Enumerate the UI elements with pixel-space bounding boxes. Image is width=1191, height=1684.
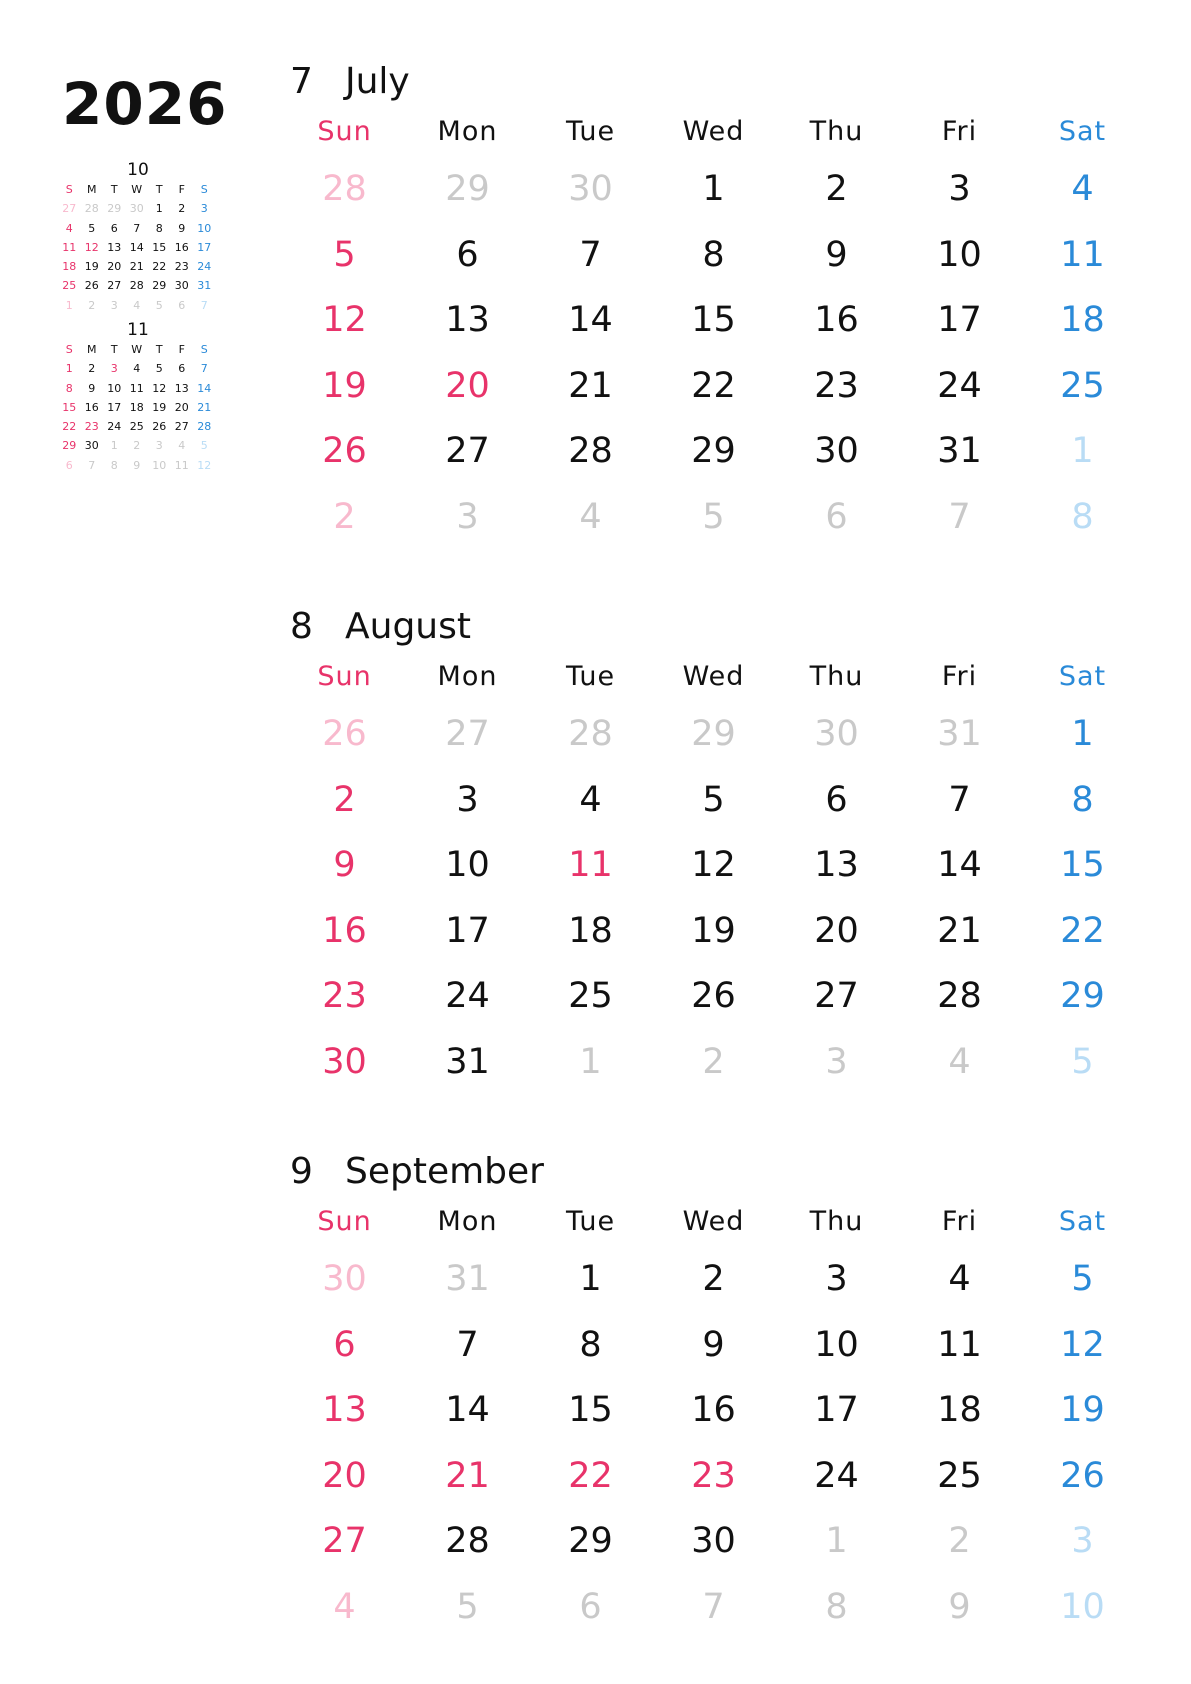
day-cell: 11 xyxy=(1060,234,1105,275)
day-cell: 1 xyxy=(579,1259,602,1299)
month-number: 9 xyxy=(290,1151,313,1192)
day-cell: 2 xyxy=(702,1259,725,1299)
day-cell: 30 xyxy=(568,169,613,209)
day-cell: 2 xyxy=(333,496,356,537)
mini-day-cell: 11 xyxy=(174,458,189,472)
day-cell: 11 xyxy=(937,1324,982,1365)
mini-day-cell: 15 xyxy=(62,400,77,414)
day-cell: 7 xyxy=(579,234,602,275)
weekday-label: Fri xyxy=(941,661,978,692)
mini-day-cell: 7 xyxy=(200,362,208,376)
mini-day-cell: 4 xyxy=(65,221,73,235)
mini-day-cell: 1 xyxy=(155,202,163,216)
mini-day-cell: 2 xyxy=(178,202,186,216)
day-cell: 8 xyxy=(825,1586,848,1627)
weekday-label: Thu xyxy=(809,661,864,692)
day-cell: 10 xyxy=(937,234,982,275)
day-cell: 10 xyxy=(814,1324,859,1365)
day-cell: 19 xyxy=(322,365,367,406)
day-cell: 5 xyxy=(1071,1259,1094,1299)
mini-day-cell: 3 xyxy=(110,298,118,312)
day-cell: 26 xyxy=(691,976,736,1016)
month-name: August xyxy=(345,606,471,647)
mini-day-cell: 22 xyxy=(62,420,77,434)
mini-day-cell: 11 xyxy=(129,381,144,395)
day-cell: 11 xyxy=(568,845,613,885)
mini-day-cell: 24 xyxy=(107,420,122,434)
mini-day-cell: 30 xyxy=(129,202,144,216)
day-cell: 27 xyxy=(445,714,490,754)
mini-day-cell: 15 xyxy=(152,240,167,254)
day-cell: 29 xyxy=(691,714,736,754)
mini-weekday-label: T xyxy=(110,343,118,356)
mini-weekday-label: F xyxy=(178,183,185,196)
mini-day-cell: 23 xyxy=(84,420,99,434)
mini-day-cell: 17 xyxy=(197,240,212,254)
day-cell: 22 xyxy=(568,1455,613,1496)
month-number: 8 xyxy=(290,606,313,647)
day-cell: 31 xyxy=(937,714,982,754)
day-cell: 22 xyxy=(1060,910,1105,951)
mini-day-cell: 27 xyxy=(107,279,122,293)
mini-day-cell: 18 xyxy=(129,400,144,414)
day-cell: 1 xyxy=(825,1521,848,1561)
day-grid xyxy=(283,702,1143,1095)
day-cell: 15 xyxy=(691,300,736,340)
day-cell: 26 xyxy=(322,431,367,471)
day-cell: 5 xyxy=(333,234,356,275)
day-cell: 16 xyxy=(322,910,367,951)
day-cell: 31 xyxy=(445,1041,490,1082)
mini-weekday-label: W xyxy=(131,183,143,196)
month-name: July xyxy=(345,61,410,102)
mini-weekday-label: T xyxy=(110,183,118,196)
mini-day-cell: 21 xyxy=(129,260,144,274)
mini-weekday-label: S xyxy=(65,343,73,356)
mini-month-title: 11 xyxy=(127,320,149,340)
mini-day-cell: 23 xyxy=(174,260,189,274)
day-cell: 5 xyxy=(702,496,725,537)
day-cell: 6 xyxy=(579,1586,602,1627)
day-cell: 2 xyxy=(825,169,848,209)
day-cell: 2 xyxy=(948,1521,971,1561)
day-cell: 14 xyxy=(445,1390,490,1430)
day-cell: 20 xyxy=(814,910,859,951)
day-cell: 30 xyxy=(691,1521,736,1561)
day-cell: 4 xyxy=(579,496,602,537)
day-cell: 8 xyxy=(1071,496,1094,537)
mini-day-grid xyxy=(58,199,218,315)
day-cell: 26 xyxy=(1060,1455,1105,1496)
day-cell: 5 xyxy=(456,1586,479,1627)
weekday-label: Sun xyxy=(317,116,372,147)
day-cell: 18 xyxy=(937,1390,982,1430)
mini-day-cell: 20 xyxy=(174,400,189,414)
mini-day-cell: 12 xyxy=(84,240,99,254)
day-cell: 1 xyxy=(702,169,725,209)
mini-day-cell: 19 xyxy=(84,260,99,274)
mini-day-cell: 8 xyxy=(155,221,163,235)
weekday-label: Wed xyxy=(682,661,745,692)
mini-day-cell: 9 xyxy=(88,381,96,395)
day-cell: 18 xyxy=(568,910,613,951)
day-cell: 27 xyxy=(814,976,859,1016)
day-cell: 7 xyxy=(456,1324,479,1365)
weekday-label: Sun xyxy=(317,661,372,692)
day-cell: 13 xyxy=(445,300,490,340)
weekday-header xyxy=(283,114,1143,150)
day-cell: 23 xyxy=(814,365,859,406)
weekday-label: Fri xyxy=(941,116,978,147)
day-cell: 8 xyxy=(1071,779,1094,820)
weekday-label: Tue xyxy=(565,116,616,147)
day-cell: 5 xyxy=(1071,1041,1094,1082)
mini-day-cell: 5 xyxy=(155,298,163,312)
day-cell: 14 xyxy=(937,845,982,885)
day-cell: 17 xyxy=(445,910,490,951)
day-cell: 9 xyxy=(702,1324,725,1365)
mini-day-cell: 27 xyxy=(62,202,77,216)
day-cell: 2 xyxy=(333,779,356,820)
month-title xyxy=(290,602,471,652)
mini-day-cell: 18 xyxy=(62,260,77,274)
weekday-label: Sat xyxy=(1058,116,1107,147)
mini-day-cell: 27 xyxy=(174,420,189,434)
day-cell: 23 xyxy=(322,976,367,1016)
day-cell: 21 xyxy=(568,365,613,406)
day-cell: 21 xyxy=(937,910,982,951)
mini-weekday-label: F xyxy=(178,343,185,356)
mini-day-cell: 4 xyxy=(178,439,186,453)
day-cell: 3 xyxy=(456,779,479,820)
mini-day-cell: 13 xyxy=(174,381,189,395)
mini-weekday-label: T xyxy=(155,343,163,356)
day-cell: 12 xyxy=(691,845,736,885)
day-cell: 1 xyxy=(579,1041,602,1082)
day-cell: 3 xyxy=(948,169,971,209)
day-cell: 29 xyxy=(691,431,736,471)
year-title: 2026 xyxy=(62,70,228,138)
mini-day-cell: 4 xyxy=(133,298,141,312)
mini-month-title: 10 xyxy=(127,160,149,180)
day-cell: 15 xyxy=(1060,845,1105,885)
day-cell: 21 xyxy=(445,1455,490,1496)
mini-weekday-label: W xyxy=(131,343,143,356)
mini-day-cell: 9 xyxy=(133,458,141,472)
day-cell: 13 xyxy=(814,845,859,885)
mini-day-cell: 3 xyxy=(200,202,208,216)
mini-day-cell: 16 xyxy=(84,400,99,414)
day-cell: 10 xyxy=(1060,1586,1105,1627)
mini-day-cell: 5 xyxy=(88,221,96,235)
mini-day-cell: 6 xyxy=(178,298,186,312)
day-cell: 27 xyxy=(445,431,490,471)
mini-day-cell: 10 xyxy=(197,221,212,235)
mini-day-cell: 7 xyxy=(133,221,141,235)
day-cell: 29 xyxy=(568,1521,613,1561)
mini-day-cell: 4 xyxy=(133,362,141,376)
mini-day-cell: 11 xyxy=(62,240,77,254)
day-cell: 30 xyxy=(322,1041,367,1082)
mini-day-cell: 20 xyxy=(107,260,122,274)
weekday-header xyxy=(283,1204,1143,1240)
mini-day-cell: 29 xyxy=(62,439,77,453)
day-cell: 7 xyxy=(948,496,971,537)
mini-weekday-label: S xyxy=(65,183,73,196)
day-cell: 30 xyxy=(322,1259,367,1299)
day-cell: 29 xyxy=(1060,976,1105,1016)
day-cell: 4 xyxy=(948,1041,971,1082)
weekday-label: Sat xyxy=(1058,1206,1107,1237)
day-cell: 8 xyxy=(702,234,725,275)
weekday-label: Wed xyxy=(682,1206,745,1237)
mini-day-cell: 19 xyxy=(152,400,167,414)
mini-calendar-november xyxy=(58,320,218,475)
weekday-label: Sat xyxy=(1058,661,1107,692)
day-cell: 8 xyxy=(579,1324,602,1365)
weekday-label: Thu xyxy=(809,1206,864,1237)
day-cell: 18 xyxy=(1060,300,1105,340)
day-cell: 16 xyxy=(814,300,859,340)
day-cell: 28 xyxy=(322,169,367,209)
day-cell: 14 xyxy=(568,300,613,340)
day-cell: 30 xyxy=(814,431,859,471)
day-cell: 12 xyxy=(322,300,367,340)
day-cell: 25 xyxy=(937,1455,982,1496)
mini-day-cell: 5 xyxy=(155,362,163,376)
mini-day-cell: 21 xyxy=(197,400,212,414)
mini-weekday-header xyxy=(58,340,218,359)
mini-day-cell: 9 xyxy=(178,221,186,235)
mini-day-cell: 14 xyxy=(197,381,212,395)
mini-day-cell: 13 xyxy=(107,240,122,254)
day-cell: 27 xyxy=(322,1521,367,1561)
day-cell: 9 xyxy=(825,234,848,275)
mini-day-cell: 26 xyxy=(84,279,99,293)
mini-day-cell: 24 xyxy=(197,260,212,274)
day-cell: 28 xyxy=(937,976,982,1016)
mini-day-cell: 1 xyxy=(65,362,73,376)
mini-weekday-label: S xyxy=(200,343,208,356)
mini-day-cell: 26 xyxy=(152,420,167,434)
weekday-header xyxy=(283,659,1143,695)
day-cell: 1 xyxy=(1071,431,1094,471)
mini-day-cell: 10 xyxy=(107,381,122,395)
day-cell: 6 xyxy=(333,1324,356,1365)
mini-day-cell: 12 xyxy=(152,381,167,395)
mini-day-cell: 3 xyxy=(155,439,163,453)
mini-day-cell: 28 xyxy=(197,420,212,434)
weekday-label: Mon xyxy=(437,1206,498,1237)
mini-day-cell: 3 xyxy=(110,362,118,376)
mini-day-cell: 8 xyxy=(65,381,73,395)
mini-day-cell: 6 xyxy=(110,221,118,235)
day-cell: 28 xyxy=(568,431,613,471)
mini-weekday-label: T xyxy=(155,183,163,196)
day-cell: 13 xyxy=(322,1390,367,1430)
mini-day-cell: 2 xyxy=(88,298,96,312)
day-cell: 3 xyxy=(825,1041,848,1082)
day-cell: 4 xyxy=(579,779,602,820)
day-cell: 19 xyxy=(1060,1390,1105,1430)
mini-day-cell: 16 xyxy=(174,240,189,254)
day-cell: 16 xyxy=(691,1390,736,1430)
day-cell: 6 xyxy=(825,779,848,820)
day-cell: 20 xyxy=(322,1455,367,1496)
day-cell: 30 xyxy=(814,714,859,754)
weekday-label: Sun xyxy=(317,1206,372,1237)
day-cell: 17 xyxy=(937,300,982,340)
day-cell: 1 xyxy=(1071,714,1094,754)
mini-day-cell: 14 xyxy=(129,240,144,254)
day-cell: 6 xyxy=(456,234,479,275)
mini-day-cell: 6 xyxy=(178,362,186,376)
mini-day-cell: 30 xyxy=(174,279,189,293)
day-cell: 4 xyxy=(1071,169,1094,209)
day-grid xyxy=(283,1247,1143,1640)
weekday-label: Thu xyxy=(809,116,864,147)
mini-day-cell: 5 xyxy=(200,439,208,453)
mini-day-cell: 7 xyxy=(200,298,208,312)
weekday-label: Fri xyxy=(941,1206,978,1237)
day-cell: 28 xyxy=(568,714,613,754)
mini-day-cell: 17 xyxy=(107,400,122,414)
day-cell: 6 xyxy=(825,496,848,537)
mini-calendar-october xyxy=(58,160,218,315)
day-cell: 9 xyxy=(333,845,356,885)
mini-weekday-label: S xyxy=(200,183,208,196)
day-cell: 5 xyxy=(702,779,725,820)
day-cell: 12 xyxy=(1060,1324,1105,1365)
day-cell: 3 xyxy=(825,1259,848,1299)
mini-day-cell: 2 xyxy=(88,362,96,376)
day-cell: 3 xyxy=(1071,1521,1094,1561)
mini-day-cell: 12 xyxy=(197,458,212,472)
day-cell: 3 xyxy=(456,496,479,537)
mini-day-cell: 1 xyxy=(65,298,73,312)
day-cell: 7 xyxy=(702,1586,725,1627)
mini-day-cell: 22 xyxy=(152,260,167,274)
mini-day-cell: 2 xyxy=(133,439,141,453)
weekday-label: Mon xyxy=(437,116,498,147)
mini-day-cell: 29 xyxy=(152,279,167,293)
mini-day-cell: 28 xyxy=(129,279,144,293)
mini-day-cell: 25 xyxy=(62,279,77,293)
day-cell: 4 xyxy=(948,1259,971,1299)
month-number: 7 xyxy=(290,61,313,102)
day-cell: 28 xyxy=(445,1521,490,1561)
day-cell: 25 xyxy=(1060,365,1105,406)
day-cell: 31 xyxy=(937,431,982,471)
month-title xyxy=(290,1147,544,1197)
mini-day-cell: 8 xyxy=(110,458,118,472)
mini-day-cell: 29 xyxy=(107,202,122,216)
mini-day-cell: 30 xyxy=(84,439,99,453)
month-title xyxy=(290,57,410,107)
day-cell: 31 xyxy=(445,1259,490,1299)
day-cell: 9 xyxy=(948,1586,971,1627)
day-grid xyxy=(283,157,1143,550)
mini-day-grid xyxy=(58,359,218,475)
day-cell: 15 xyxy=(568,1390,613,1430)
day-cell: 29 xyxy=(445,169,490,209)
day-cell: 23 xyxy=(691,1455,736,1496)
mini-day-cell: 28 xyxy=(84,202,99,216)
weekday-label: Wed xyxy=(682,116,745,147)
day-cell: 25 xyxy=(568,976,613,1016)
mini-weekday-header xyxy=(58,180,218,199)
day-cell: 19 xyxy=(691,910,736,951)
day-cell: 24 xyxy=(445,976,490,1016)
day-cell: 17 xyxy=(814,1390,859,1430)
day-cell: 7 xyxy=(948,779,971,820)
day-cell: 22 xyxy=(691,365,736,406)
day-cell: 2 xyxy=(702,1041,725,1082)
day-cell: 24 xyxy=(814,1455,859,1496)
mini-day-cell: 7 xyxy=(88,458,96,472)
day-cell: 4 xyxy=(333,1586,356,1627)
month-name: September xyxy=(345,1151,544,1192)
day-cell: 26 xyxy=(322,714,367,754)
mini-weekday-label: M xyxy=(87,343,97,356)
weekday-label: Tue xyxy=(565,1206,616,1237)
mini-day-cell: 25 xyxy=(129,420,144,434)
weekday-label: Mon xyxy=(437,661,498,692)
mini-day-cell: 10 xyxy=(152,458,167,472)
mini-weekday-label: M xyxy=(87,183,97,196)
day-cell: 10 xyxy=(445,845,490,885)
day-cell: 24 xyxy=(937,365,982,406)
day-cell: 20 xyxy=(445,365,490,406)
mini-day-cell: 1 xyxy=(110,439,118,453)
mini-day-cell: 6 xyxy=(65,458,73,472)
weekday-label: Tue xyxy=(565,661,616,692)
mini-day-cell: 31 xyxy=(197,279,212,293)
